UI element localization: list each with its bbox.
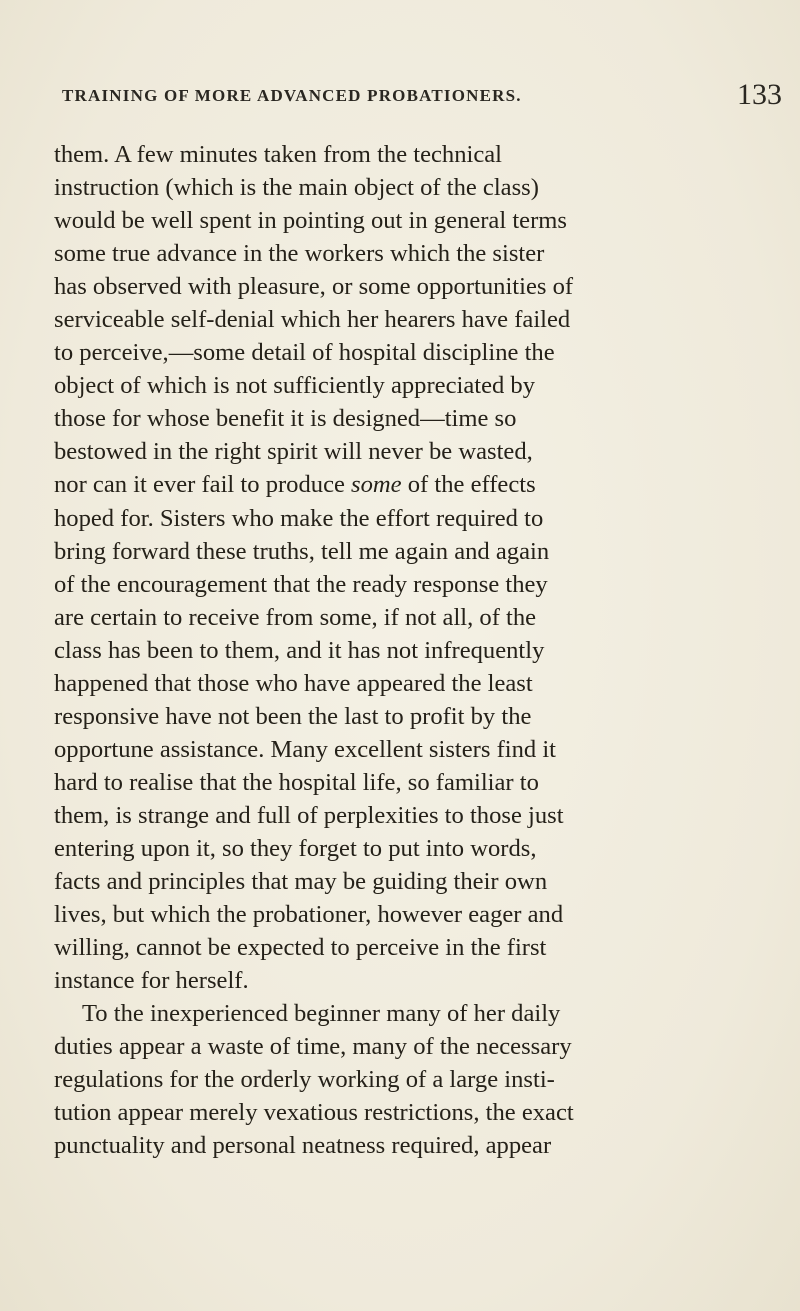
text-line: serviceable self-denial which her hearers have failed: [54, 306, 571, 334]
text-line: punctuality and personal neatness required, appear: [54, 1132, 552, 1160]
text-line: some true advance in the workers which the sister: [54, 240, 545, 268]
text-line: those for whose benefit it is designed—time so: [54, 405, 517, 433]
text-line: to perceive,—some detail of hospital discipline the: [54, 339, 555, 367]
text-line: bring forward these truths, tell me again and again: [54, 537, 550, 565]
text-line: them, is strange and full of perplexities to those just: [54, 801, 564, 829]
text-line: lives, but which the probationer, however eager and: [54, 901, 564, 929]
text-line: hoped for. Sisters who make the effort required to: [54, 504, 544, 532]
text-line: of the encouragement that the ready response they: [54, 570, 548, 598]
text-line: happened that those who have appeared the least: [54, 669, 533, 697]
text-line: class has been to them, and it has not infrequently: [54, 636, 545, 664]
text-line: object of which is not sufficiently appreciated by: [54, 372, 536, 400]
text-line: tution appear merely vexatious restrictions, the exact: [54, 1099, 574, 1127]
page-number: 133: [737, 78, 782, 111]
text-line: them. A few minutes taken from the technical: [54, 141, 503, 168]
text-segment: nor can it ever fail to produce: [54, 471, 352, 499]
text-line: bestowed in the right spirit will never be wasted,: [54, 438, 533, 466]
text-line-with-italic: [54, 468, 790, 501]
text-line: has observed with pleasure, or some opportunities of: [54, 273, 574, 301]
text-line: responsive have not been the last to profit by the: [54, 702, 532, 730]
text-line: are certain to receive from some, if not all, of the: [54, 603, 537, 631]
italic-word: some: [351, 471, 402, 499]
text-line: willing, cannot be expected to perceive in the first: [54, 934, 547, 962]
text-line: facts and principles that may be guiding their own: [54, 868, 548, 896]
text-line: duties appear a waste of time, many of the necessary: [54, 1033, 572, 1061]
text-line: would be well spent in pointing out in general terms: [54, 207, 567, 235]
page-header: [62, 78, 782, 118]
text-line: entering upon it, so they forget to put into words,: [54, 834, 537, 862]
text-segment: of the effects: [401, 471, 536, 499]
text-line: regulations for the orderly working of a large insti-: [54, 1066, 555, 1094]
text-line: instruction (which is the main object of the class): [54, 174, 539, 202]
body-text: [54, 138, 790, 1162]
text-line: instance for herself.: [54, 967, 249, 995]
running-title: TRAINING OF MORE ADVANCED PROBATIONERS.: [62, 86, 522, 105]
paragraph-start-line: To the inexperienced beginner many of her daily: [82, 1000, 561, 1028]
text-line: opportune assistance. Many excellent sisters find it: [54, 735, 556, 763]
text-line: hard to realise that the hospital life, so familiar to: [54, 768, 539, 796]
